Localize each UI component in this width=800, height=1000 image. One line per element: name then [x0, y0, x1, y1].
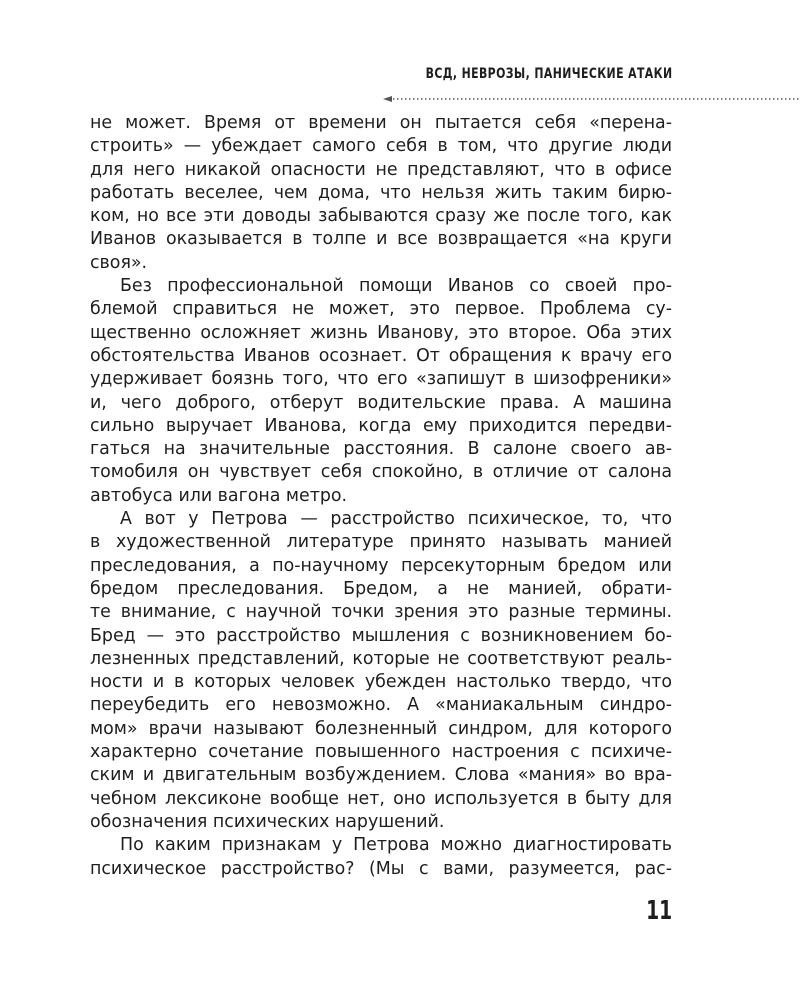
text-line: А вот у Петрова — расстройство психическое, то, что: [120, 509, 672, 530]
page-number: 11: [645, 896, 672, 926]
text-line: строить» — убеждает самого себя в том, что другие люди: [90, 136, 672, 157]
text-line: мом» врачи называют болезненный синдром, для которого: [90, 718, 672, 739]
text-line: гаться на значительные расстояния. В салоне своего ав-: [90, 439, 672, 460]
text-line: автобуса или вагона метро.: [90, 485, 348, 506]
arrow-left-icon: [383, 96, 392, 102]
paragraph: [90, 275, 672, 508]
text-line: Бред — это расстройство мышления с возникновением бо-: [90, 625, 672, 646]
text-line: ком, но все эти доводы забываются сразу же после того, как: [90, 206, 672, 227]
text-line: работать веселее, чем дома, что нельзя жить таким бирю-: [90, 182, 672, 203]
text-line: обозначения психических нарушений.: [90, 811, 445, 832]
running-header: ВСД, НЕВРОЗЫ, ПАНИЧЕСКИЕ АТАКИ: [425, 66, 672, 82]
text-line: бредом преследования. Бредом, а не манией, обрати-: [90, 578, 672, 599]
paragraph: [90, 112, 672, 275]
text-line: Иванов оказывается в толпе и все возвращается «на круги: [90, 229, 672, 250]
text-line: преследования, а по-научному персекуторным бредом или: [90, 555, 672, 576]
text-line: блемой справиться не может, это первое. Проблема су-: [90, 299, 672, 320]
text-line: ским и двигательным возбуждением. Слова «мания» во вра-: [90, 765, 672, 786]
text-line: не может. Время от времени он пытается себя «перена-: [90, 113, 672, 133]
header-rule: [383, 96, 800, 102]
text-line: удерживает боязнь того, что его «запишут в шизофреники»: [90, 369, 672, 390]
text-line: лезненных представлений, которые не соответствуют реаль-: [90, 648, 672, 669]
paragraph: [90, 508, 672, 834]
text-line: томобиля он чувствует себя спокойно, в отличие от салона: [90, 462, 672, 483]
body-text: [90, 112, 672, 881]
text-line: те внимание, с научной точки зрения это разные термины.: [90, 602, 672, 623]
text-line: своя».: [90, 252, 148, 273]
paragraph: [90, 834, 672, 881]
text-line: характерно сочетание повышенного настроения с психиче-: [90, 742, 672, 763]
text-line: Без профессиональной помощи Иванов со своей про-: [120, 276, 672, 297]
text-line: психическое расстройство? (Мы с вами, разумеется, рас-: [90, 858, 672, 879]
text-line: ности и в которых человек убежден настолько твердо, что: [90, 672, 672, 693]
text-line: щественно осложняет жизнь Иванову, это второе. Оба этих: [90, 322, 672, 343]
text-line: чебном лексиконе вообще нет, оно используется в быту для: [90, 788, 672, 809]
text-line: для него никакой опасности не представляют, что в офисе: [90, 159, 672, 180]
text-line: переубедить его невозможно. А «маниакальным синдро-: [90, 695, 672, 716]
text-line: в художественной литературе принято называть манией: [90, 532, 672, 553]
text-line: обстоятельства Иванов осознает. От обращения к врачу его: [90, 345, 672, 366]
text-line: По каким признакам у Петрова можно диагностировать: [120, 835, 672, 856]
text-line: сильно выручает Иванова, когда ему приходится передви-: [90, 415, 672, 436]
text-line: и, чего доброго, отберут водительские права. А машина: [90, 392, 672, 413]
